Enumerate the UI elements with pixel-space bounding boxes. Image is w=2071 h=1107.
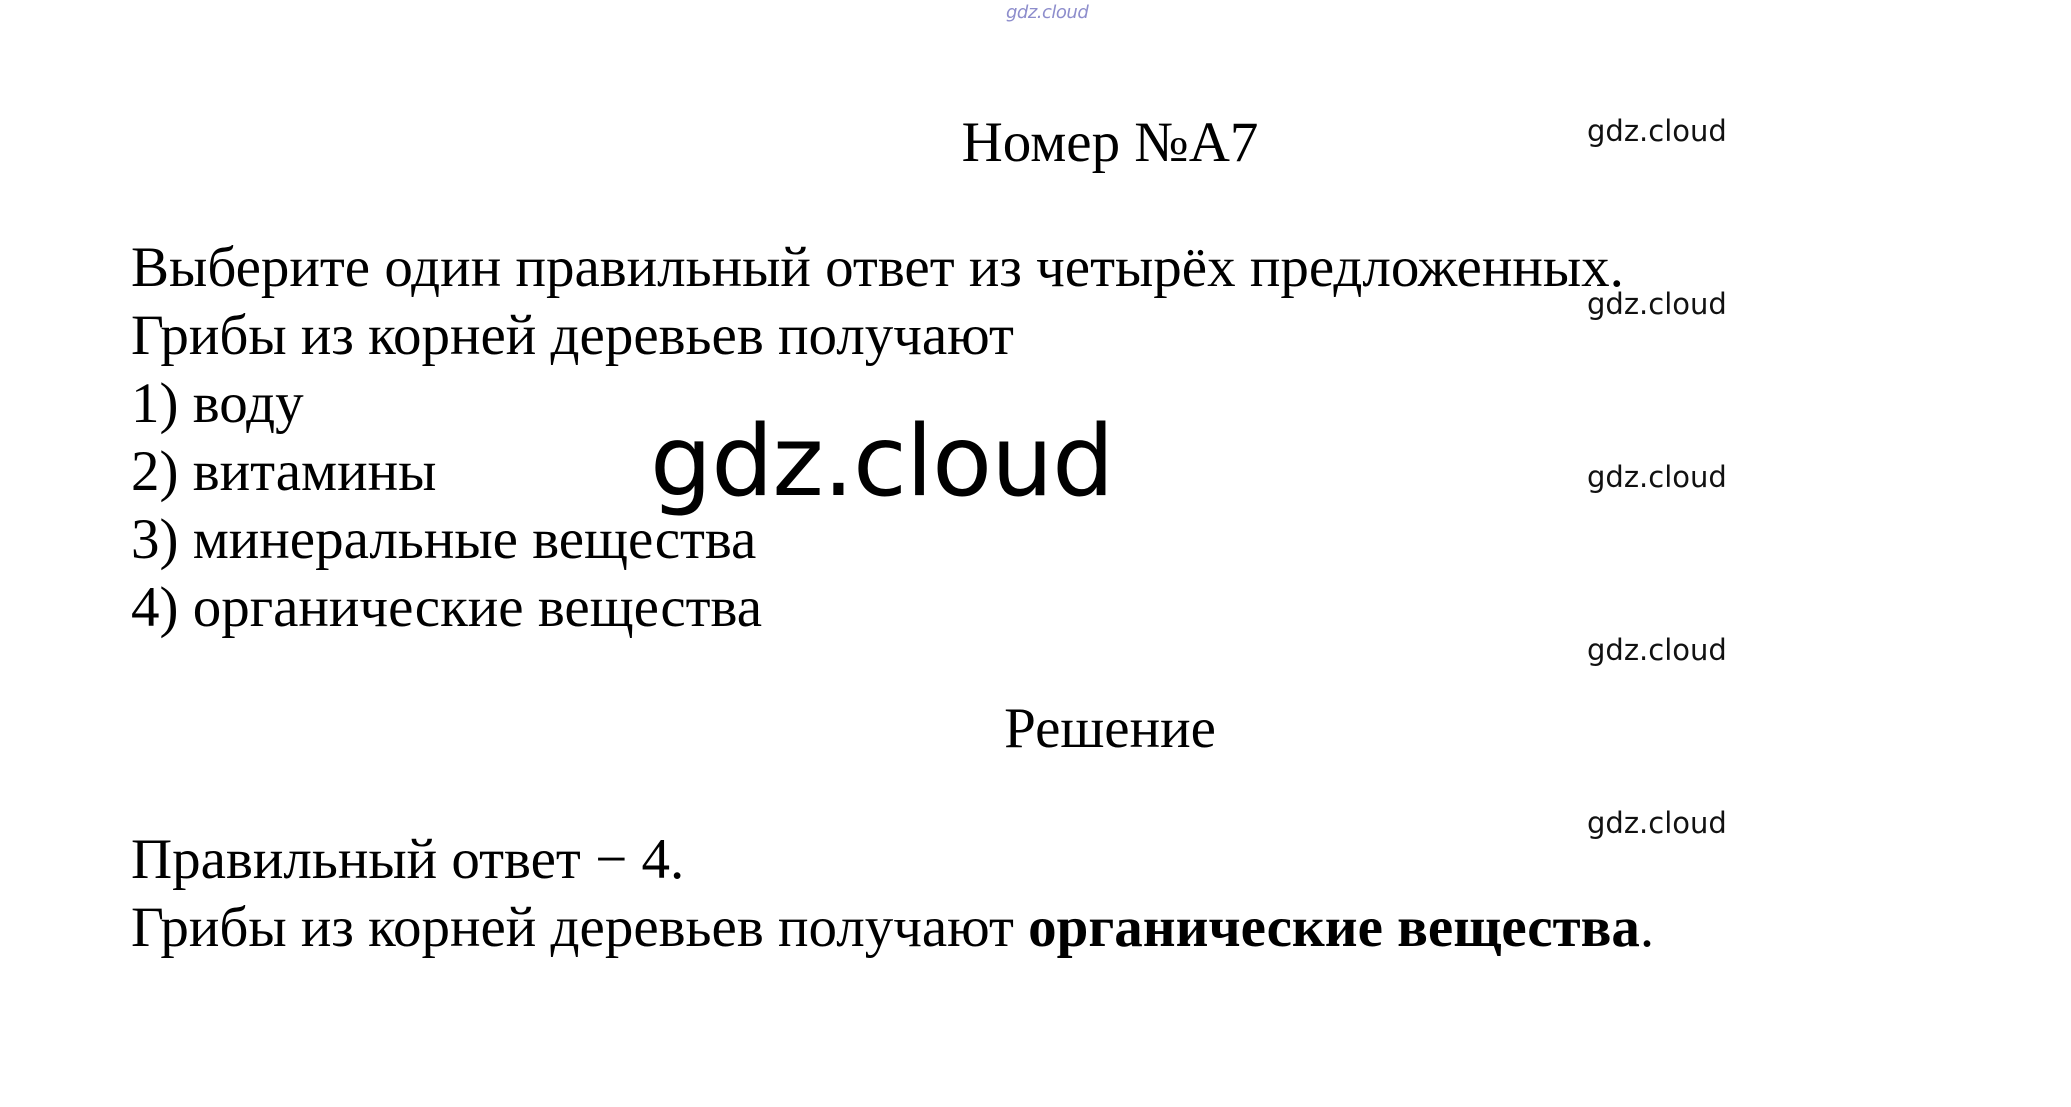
solution-explanation bbox=[131, 894, 1654, 962]
answer-option: 1) воду bbox=[131, 372, 304, 435]
explanation-bold-term: органические вещества bbox=[1028, 896, 1640, 959]
side-watermark: gdz.cloud bbox=[1587, 806, 1727, 840]
task-question: Грибы из корней деревьев получают bbox=[131, 304, 1014, 367]
side-watermark: gdz.cloud bbox=[1587, 633, 1727, 667]
explanation-text: Грибы из корней деревьев получают bbox=[131, 896, 1029, 959]
top-watermark: gdz.cloud bbox=[1006, 2, 1089, 23]
side-watermark: gdz.cloud bbox=[1587, 287, 1727, 321]
side-watermark: gdz.cloud bbox=[1587, 460, 1727, 494]
explanation-period: . bbox=[1639, 896, 1655, 959]
side-watermark: gdz.cloud bbox=[1587, 114, 1727, 148]
solution-answer: Правильный ответ − 4. bbox=[131, 828, 685, 891]
answer-option: 3) минеральные вещества bbox=[131, 508, 757, 571]
answer-option: 4) органические вещества bbox=[131, 576, 763, 639]
center-watermark: gdz.cloud bbox=[650, 405, 1114, 519]
task-instruction: Выберите один правильный ответ из четырёх предложенных. bbox=[131, 236, 1624, 299]
solution-heading: Решение bbox=[1004, 697, 1216, 760]
answer-option: 2) витамины bbox=[131, 440, 437, 503]
task-title: Номер №A7 bbox=[961, 111, 1259, 174]
